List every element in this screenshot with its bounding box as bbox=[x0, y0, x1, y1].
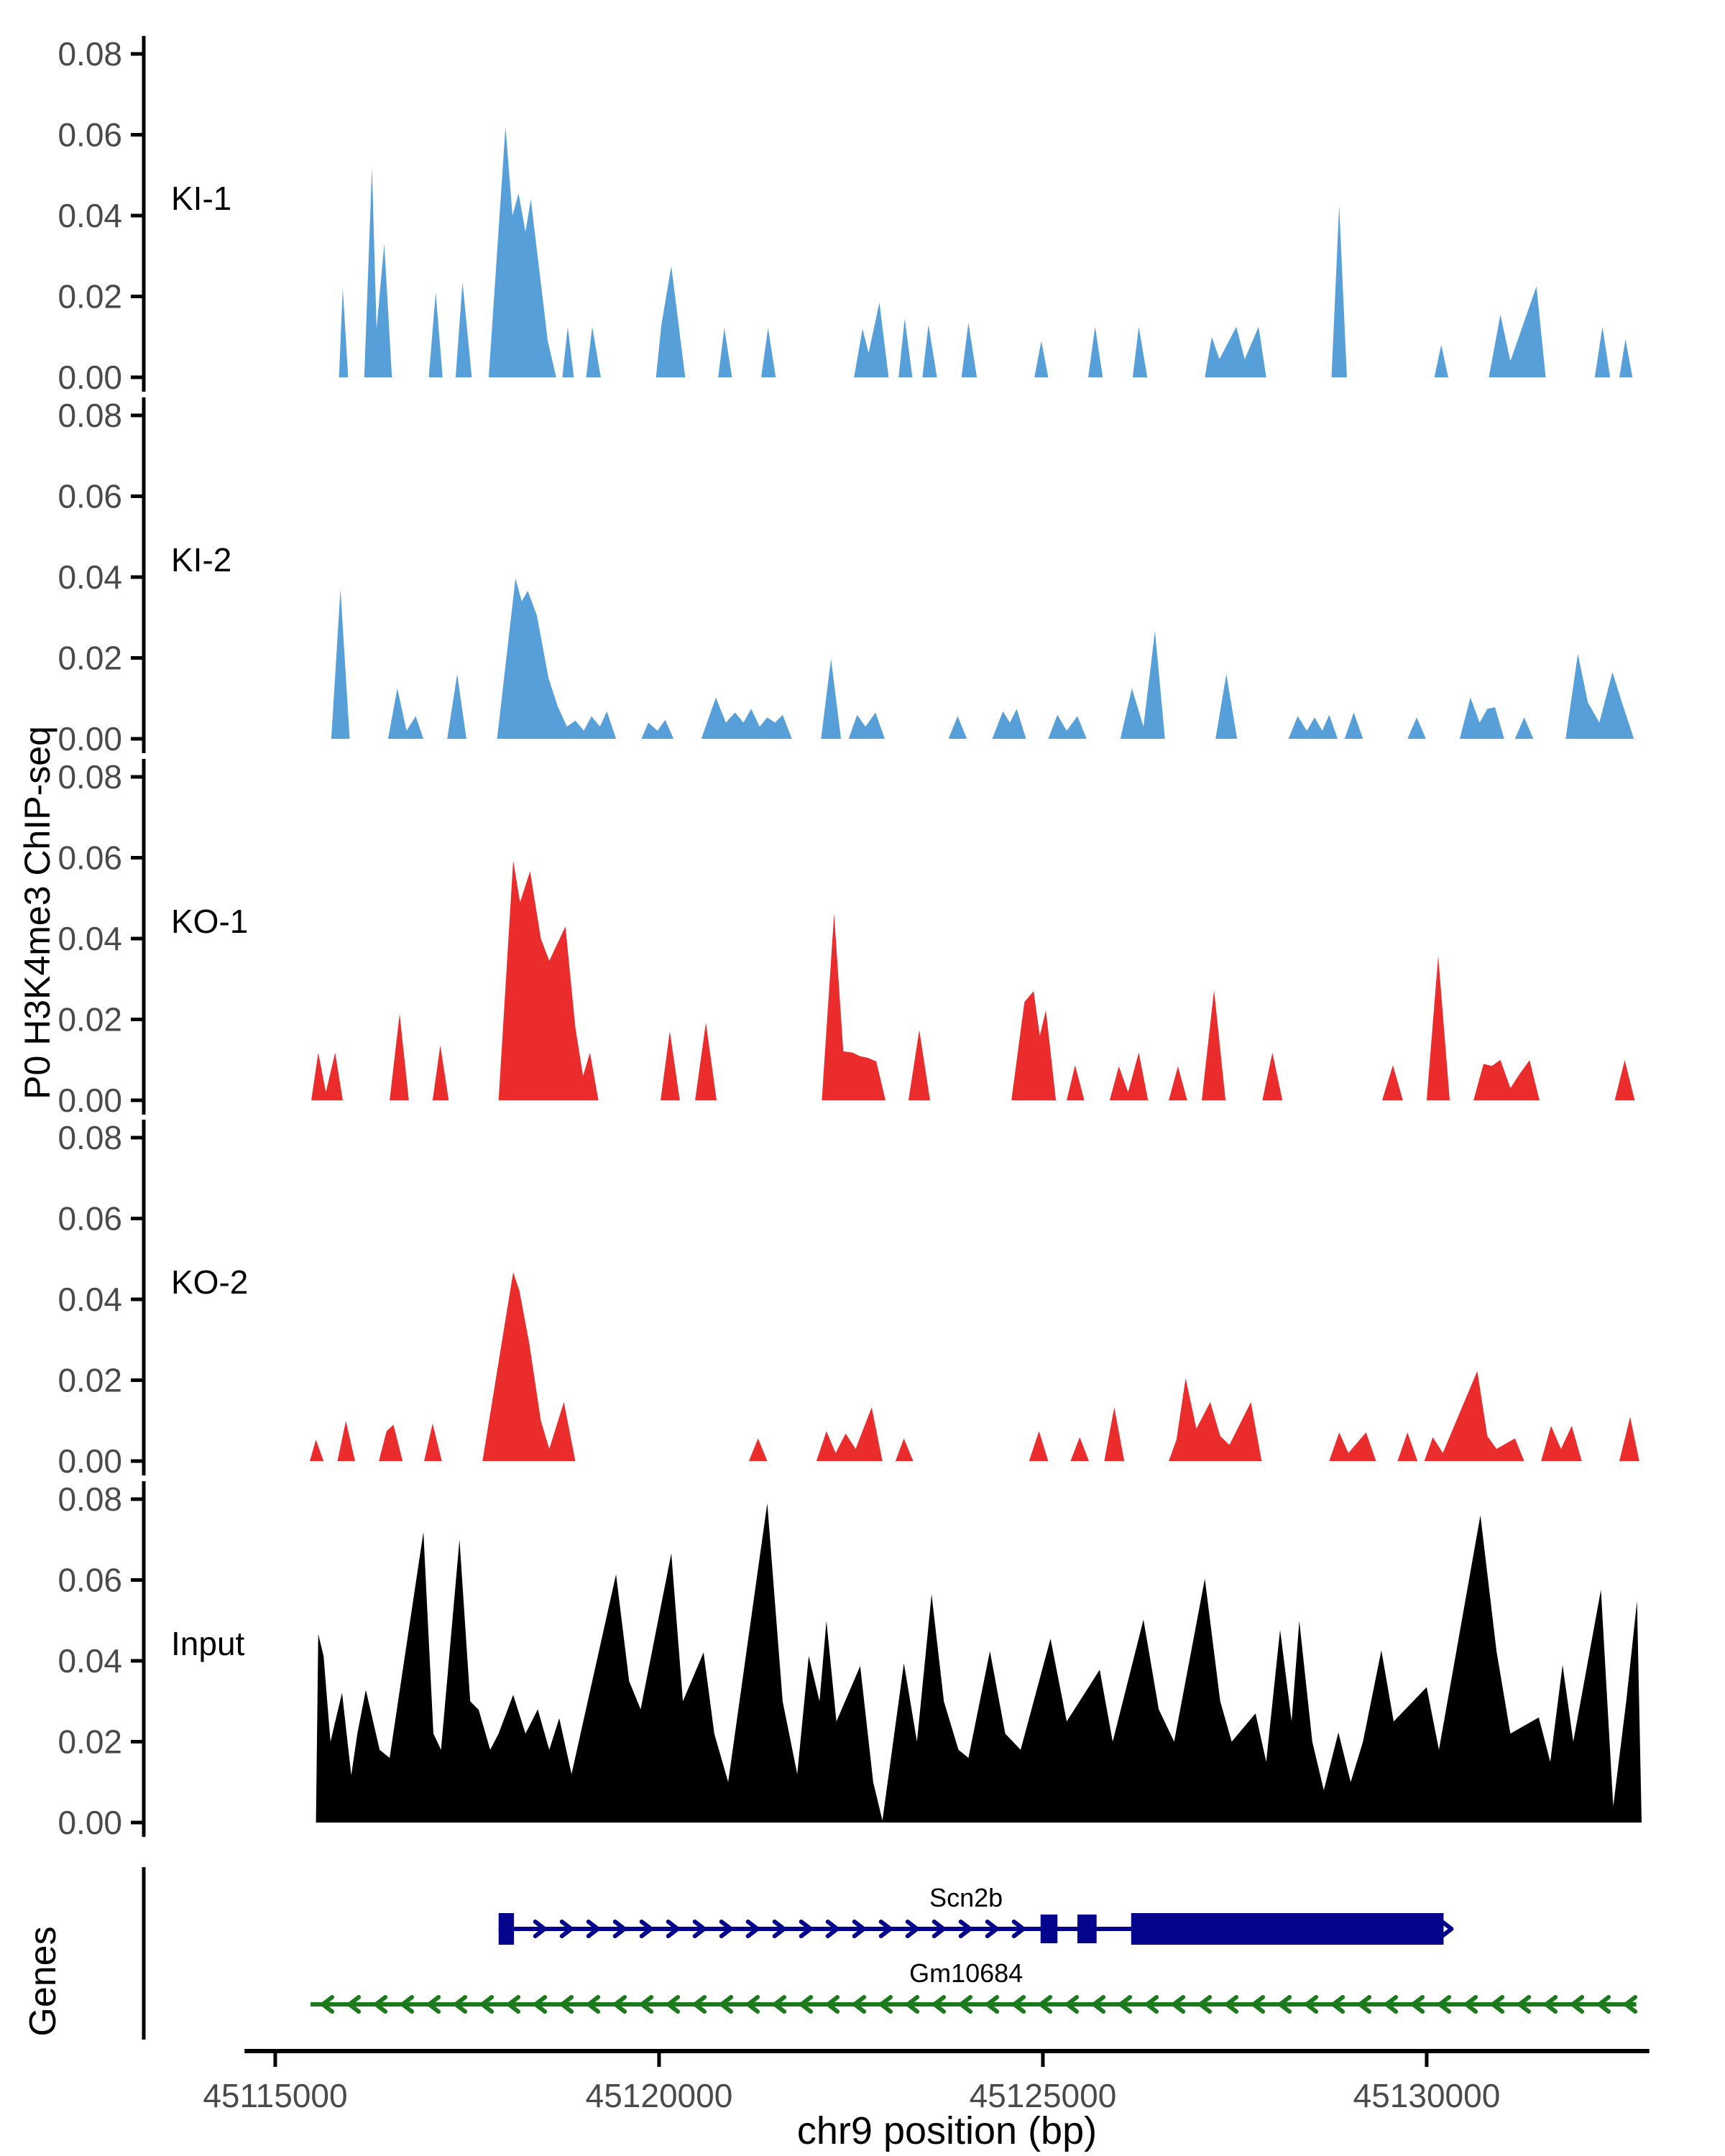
y-axis-title: P0 H3K4me3 ChIP-seq bbox=[17, 726, 58, 1100]
track-label-ki-2: KI-2 bbox=[171, 541, 232, 579]
y-tick-label: 0.00 bbox=[58, 1082, 122, 1118]
signal-area-input bbox=[316, 1503, 1642, 1823]
track-label-ki-1: KI-1 bbox=[171, 180, 232, 217]
signal-area-ko-1 bbox=[311, 860, 1634, 1100]
genes-axis-title: Genes bbox=[22, 1926, 64, 2037]
y-tick-label: 0.06 bbox=[58, 1561, 122, 1599]
x-tick-label: 45115000 bbox=[203, 2077, 348, 2114]
y-tick-label: 0.02 bbox=[58, 277, 122, 315]
y-tick-label: 0.02 bbox=[58, 1723, 122, 1761]
y-tick-label: 0.08 bbox=[58, 35, 122, 73]
track-chart-ko-2 bbox=[0, 1105, 1725, 1479]
track-label-ko-1: KO-1 bbox=[171, 903, 249, 940]
gene-name-gm10684: Gm10684 bbox=[909, 1958, 1024, 1988]
signal-area-ki-2 bbox=[331, 579, 1634, 739]
track-chart-ki-1 bbox=[0, 22, 1725, 395]
y-tick-label: 0.06 bbox=[58, 1199, 122, 1238]
gene-exon-scn2b bbox=[1077, 1915, 1097, 1943]
x-tick-label: 45120000 bbox=[585, 2077, 733, 2114]
y-tick-label: 0.06 bbox=[58, 116, 122, 154]
x-tick-label: 45125000 bbox=[969, 2077, 1117, 2114]
track-panel-ko-2 bbox=[0, 1105, 1725, 1479]
x-axis-title: chr9 position (bp) bbox=[796, 2109, 1098, 2152]
y-tick-label: 0.06 bbox=[58, 839, 122, 877]
genes-panel bbox=[0, 1847, 1725, 2063]
y-tick-label: 0.04 bbox=[58, 1642, 122, 1680]
signal-area-ko-2 bbox=[310, 1272, 1639, 1461]
y-tick-label: 0.08 bbox=[58, 758, 122, 796]
y-tick-label: 0.08 bbox=[58, 1119, 122, 1156]
gene-exon-scn2b bbox=[499, 1913, 514, 1945]
track-chart-input bbox=[0, 1467, 1725, 1841]
y-tick-label: 0.04 bbox=[58, 1281, 122, 1318]
gene-cds-scn2b bbox=[1131, 1913, 1444, 1945]
y-tick-label: 0.00 bbox=[58, 1442, 122, 1479]
y-tick-label: 0.00 bbox=[58, 720, 122, 757]
y-tick-label: 0.06 bbox=[58, 477, 122, 515]
y-tick-label: 0.08 bbox=[58, 1480, 122, 1518]
track-label-input: Input bbox=[171, 1625, 245, 1662]
track-panel-ki-1 bbox=[0, 22, 1725, 395]
track-label-ko-2: KO-2 bbox=[171, 1263, 249, 1301]
gene-exon-scn2b bbox=[1041, 1915, 1057, 1943]
y-tick-label: 0.00 bbox=[58, 359, 122, 395]
x-tick-label: 45130000 bbox=[1353, 2077, 1501, 2114]
gene-name-scn2b: Scn2b bbox=[929, 1883, 1003, 1912]
y-tick-label: 0.08 bbox=[58, 397, 122, 434]
y-tick-label: 0.02 bbox=[58, 1000, 122, 1038]
y-tick-label: 0.00 bbox=[58, 1804, 122, 1841]
signal-area-ki-1 bbox=[313, 126, 1632, 377]
y-tick-label: 0.04 bbox=[58, 197, 122, 234]
track-panel-input bbox=[0, 1467, 1725, 1841]
y-tick-label: 0.02 bbox=[58, 639, 122, 677]
y-tick-label: 0.04 bbox=[58, 920, 122, 957]
genes-chart bbox=[0, 1847, 1725, 2063]
track-chart-ki-2 bbox=[0, 383, 1725, 757]
track-panel-ki-2 bbox=[0, 383, 1725, 757]
track-panel-ko-1 bbox=[0, 745, 1725, 1118]
y-tick-label: 0.04 bbox=[58, 558, 122, 596]
track-chart-ko-1 bbox=[0, 745, 1725, 1118]
y-tick-label: 0.02 bbox=[58, 1361, 122, 1399]
